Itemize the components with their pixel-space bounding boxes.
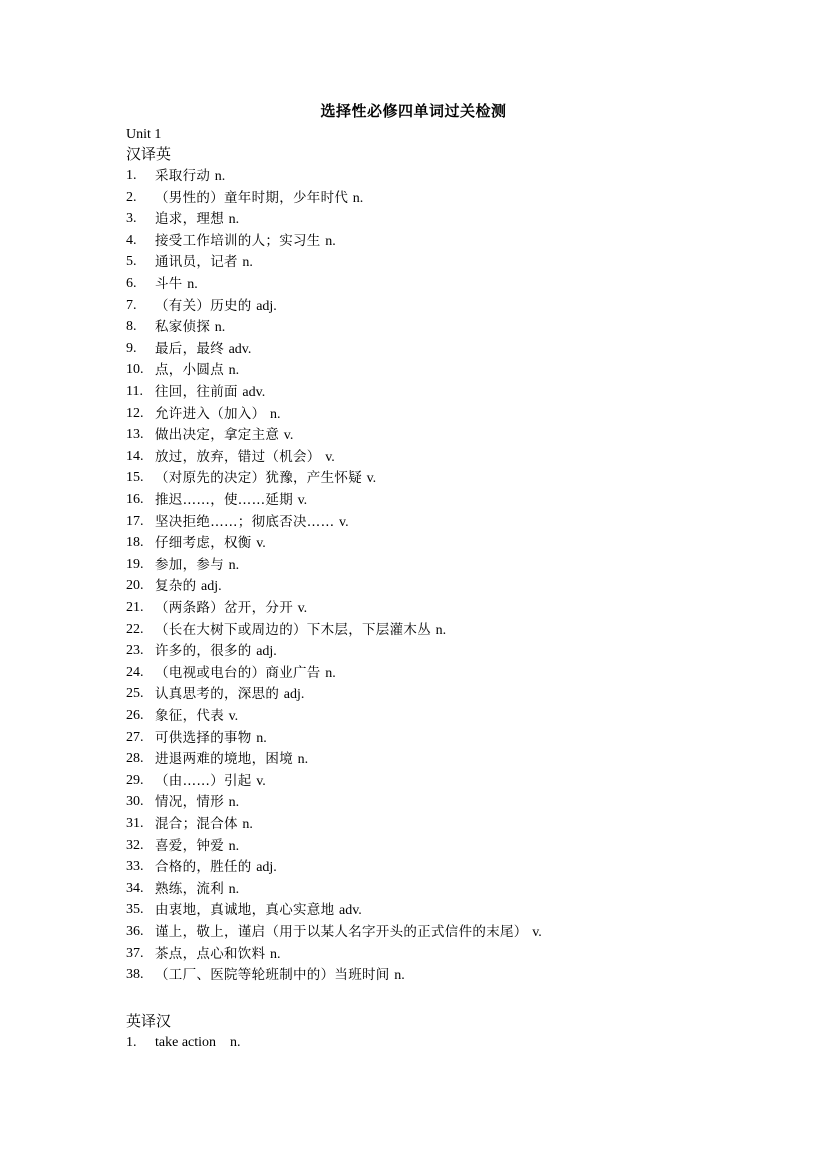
item-text	[155, 857, 277, 878]
item-text	[155, 749, 308, 770]
part-of-speech: v.	[297, 493, 308, 508]
item-term: 可供选择的事物	[155, 729, 252, 746]
item-number: 10.	[126, 362, 144, 378]
part-of-speech: adj.	[201, 579, 222, 595]
part-of-speech: adv.	[339, 903, 362, 919]
item-text	[155, 879, 239, 900]
part-of-speech: n.	[228, 838, 240, 854]
part-of-speech: n.	[228, 795, 240, 811]
item-text	[155, 252, 253, 273]
item-term: 复杂的	[155, 578, 197, 595]
item-text	[155, 663, 336, 684]
item-number: 36.	[126, 924, 144, 939]
item-text	[155, 166, 225, 187]
item-text	[155, 296, 277, 317]
item-number: 13.	[126, 427, 144, 443]
item-text	[155, 1033, 241, 1053]
item-text	[155, 339, 251, 360]
unit-label: Unit 1	[126, 127, 162, 142]
item-text	[155, 274, 198, 295]
item-text	[155, 490, 307, 511]
part-of-speech: adj.	[283, 687, 305, 703]
part-of-speech: adj.	[256, 644, 277, 660]
document-title: 选择性必修四单词过关检测	[320, 102, 507, 120]
part-of-speech: n.	[270, 406, 281, 422]
part-of-speech: n.	[228, 212, 240, 228]
item-term: （由……）引起	[155, 772, 252, 789]
item-number: 16.	[126, 492, 144, 507]
item-number: 11.	[126, 384, 143, 399]
part-of-speech: v.	[283, 428, 294, 444]
item-number: 24.	[126, 664, 144, 680]
item-term: （男性的）童年时期，少年时代	[155, 189, 349, 206]
part-of-speech: n.	[214, 320, 226, 336]
item-term: （两条路）岔开，分开	[155, 600, 293, 616]
item-text	[155, 425, 293, 446]
part-of-speech: v.	[366, 471, 377, 487]
item-number: 20.	[126, 578, 144, 594]
part-of-speech: n.	[352, 190, 364, 206]
item-number: 5.	[126, 254, 137, 270]
item-text	[155, 468, 376, 489]
part-of-speech: n.	[187, 277, 198, 292]
item-text	[155, 836, 239, 857]
item-text	[155, 598, 307, 619]
item-number: 32.	[126, 837, 144, 853]
item-term: 熟练，流利	[155, 880, 224, 897]
item-term: 允许进入（加入）	[155, 405, 266, 422]
item-number: 12.	[126, 405, 144, 421]
item-text	[155, 922, 542, 943]
item-text	[155, 771, 266, 792]
item-text	[155, 555, 239, 576]
item-number: 38.	[126, 967, 144, 983]
part-of-speech: n.	[214, 169, 226, 184]
part-of-speech: v.	[256, 536, 266, 552]
part-of-speech: v.	[532, 925, 542, 940]
item-term: 采取行动	[155, 168, 211, 184]
item-term: 茶点，点心和饮料	[155, 945, 266, 962]
part-of-speech: n.	[228, 363, 240, 379]
part-of-speech: n.	[394, 968, 405, 984]
part-of-speech: n.	[242, 817, 253, 832]
item-number: 18.	[126, 535, 144, 551]
item-term: 放过，放弃，错过（机会）	[155, 448, 321, 465]
item-number: 37.	[126, 945, 144, 961]
part-of-speech: adv.	[228, 341, 252, 357]
item-number: 35.	[126, 902, 144, 918]
item-term: 做出决定，拿定主意	[155, 427, 280, 444]
item-text	[155, 944, 281, 965]
item-text	[155, 382, 265, 403]
item-number: 1.	[126, 168, 137, 183]
item-text	[155, 641, 277, 662]
section-heading-cn-to-en: 汉译英	[126, 145, 172, 163]
part-of-speech: v.	[297, 601, 308, 616]
item-term: 最后，最终	[155, 340, 224, 357]
part-of-speech: v.	[228, 709, 239, 724]
part-of-speech: n.	[297, 752, 309, 768]
part-of-speech: n.	[325, 233, 336, 249]
part-of-speech: n.	[228, 557, 240, 573]
item-text	[155, 231, 336, 252]
part-of-speech: adj.	[256, 298, 277, 314]
part-of-speech: v.	[325, 449, 335, 465]
item-number: 6.	[126, 276, 137, 291]
item-text	[155, 792, 239, 813]
item-term: 喜爱，钟爱	[155, 837, 224, 854]
item-term: 象征，代表	[155, 708, 224, 724]
item-term: 认真思考的，深思的	[155, 686, 280, 703]
item-text	[155, 188, 363, 209]
item-text	[155, 447, 335, 468]
item-number: 25.	[126, 686, 144, 702]
item-term: 往回，往前面	[155, 384, 238, 400]
part-of-speech: n.	[242, 255, 253, 271]
part-of-speech: v.	[339, 514, 349, 530]
item-number: 4.	[126, 232, 137, 248]
item-term: （电视或电台的）商业广告	[155, 664, 321, 681]
item-term: （长在大树下或周边的）下木层，下层灌木丛	[155, 621, 431, 638]
item-term: 参加，参与	[155, 556, 224, 573]
item-number: 22.	[126, 621, 144, 637]
item-text	[155, 512, 349, 533]
item-term: （有关）历史的	[155, 297, 252, 314]
item-text	[155, 620, 446, 641]
item-number: 15.	[126, 470, 144, 486]
item-text	[155, 900, 362, 921]
part-of-speech: n.	[435, 622, 447, 638]
item-term: take action	[155, 1035, 217, 1050]
item-term: 混合；混合体	[155, 816, 238, 832]
item-term: （对原先的决定）犹豫，产生怀疑	[155, 470, 362, 487]
item-term: 接受工作培训的人；实习生	[155, 232, 321, 249]
item-term: 合格的，胜任的	[155, 859, 252, 876]
item-number: 1.	[126, 1035, 137, 1050]
item-text	[155, 965, 405, 986]
item-number: 14.	[126, 448, 144, 464]
section-heading-en-to-cn: 英译汉	[126, 1012, 172, 1030]
item-number: 27.	[126, 729, 144, 745]
item-term: （工厂、医院等轮班制中的）当班时间	[155, 967, 390, 984]
item-number: 7.	[126, 297, 137, 313]
part-of-speech: v.	[256, 773, 266, 789]
item-number: 34.	[126, 880, 144, 896]
item-text	[155, 360, 239, 381]
item-number: 21.	[126, 600, 144, 615]
item-term: 仔细考虑，权衡	[155, 535, 252, 552]
item-number: 2.	[126, 189, 137, 205]
item-term: 由衷地，真诚地，真心实意地	[155, 902, 335, 919]
item-number: 30.	[126, 794, 144, 810]
part-of-speech: n.	[325, 665, 336, 681]
item-number: 8.	[126, 319, 137, 335]
item-text	[155, 814, 253, 835]
item-term: 推迟……，使……延期	[155, 492, 293, 508]
item-text	[155, 404, 281, 425]
item-number: 33.	[126, 859, 144, 875]
item-text	[155, 728, 267, 749]
part-of-speech: adj.	[256, 860, 277, 876]
item-number: 29.	[126, 772, 144, 788]
item-number: 19.	[126, 556, 144, 572]
part-of-speech: n.	[270, 946, 281, 962]
item-number: 26.	[126, 708, 144, 723]
item-number: 28.	[126, 751, 144, 767]
item-term: 追求，理想	[155, 211, 224, 228]
item-term: 私家侦探	[155, 319, 211, 336]
item-term: 点，小圆点	[155, 362, 224, 379]
item-term: 许多的，很多的	[155, 643, 252, 660]
item-term: 谨上，敬上，谨启（用于以某人名字开头的正式信件的末尾）	[155, 924, 528, 940]
item-text	[155, 533, 266, 554]
item-term: 通讯员，记者	[155, 254, 238, 271]
item-term: 情况，情形	[155, 794, 224, 811]
part-of-speech: n.	[230, 1035, 241, 1050]
item-term: 斗牛	[155, 276, 183, 292]
item-text	[155, 576, 222, 597]
item-number: 17.	[126, 513, 144, 529]
item-number: 31.	[126, 816, 144, 831]
item-text	[155, 684, 304, 705]
item-number: 9.	[126, 340, 137, 356]
item-number: 3.	[126, 211, 137, 227]
item-number: 23.	[126, 643, 144, 659]
part-of-speech: n.	[256, 730, 267, 746]
part-of-speech: n.	[228, 881, 240, 897]
part-of-speech: adv.	[242, 385, 266, 400]
item-term: 进退两难的境地，困境	[155, 751, 293, 768]
item-text	[155, 706, 238, 727]
item-term: 坚决拒绝……；彻底否决……	[155, 513, 335, 530]
item-text	[155, 209, 239, 230]
item-text	[155, 317, 225, 338]
